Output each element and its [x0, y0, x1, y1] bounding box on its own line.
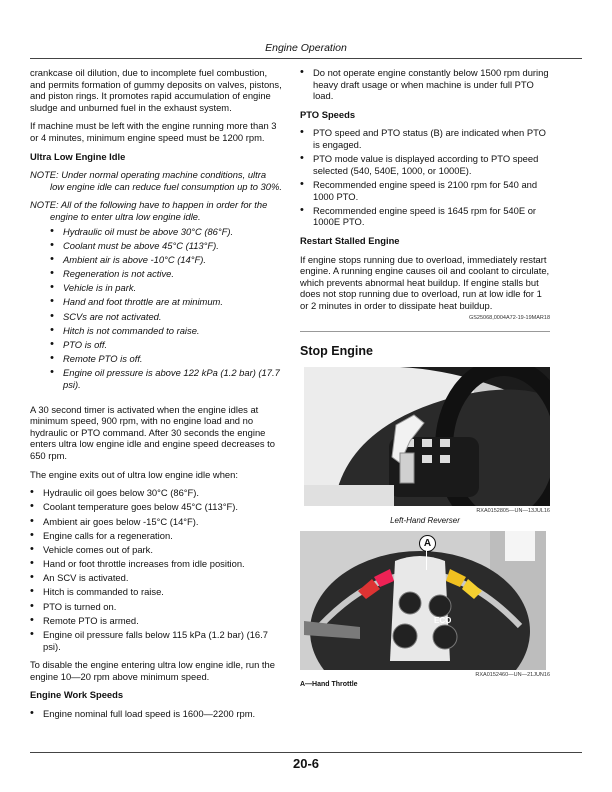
paragraph-exit: The engine exits out of ultra low engine idle when:	[30, 468, 238, 480]
list-item: • Do not operate engine constantly below 1500 rpm during heavy draft usage or when machine is under full PTO load.	[300, 67, 550, 102]
list-item: • PTO is turned on.	[30, 601, 282, 613]
list-item: • Hitch is commanded to raise.	[30, 586, 282, 598]
list-item: • Vehicle is in park.	[50, 282, 282, 294]
eco-button-label: ECO	[434, 615, 452, 625]
paragraph-minimum-speed: If machine must be left with the engine running more than 3 or 4 minutes, minimum engine speed must be 1200 rpm.	[30, 120, 277, 143]
list-item: • PTO mode value is displayed according to PTO speed selected (540, 540E, 1000, or 1000E).	[300, 153, 550, 176]
note-fuel-consumption: NOTE: Under normal operating machine conditions, ultra low engine idle can reduce fuel consumption up to 30%.	[30, 169, 282, 192]
exit-conditions-list	[30, 487, 282, 652]
figure-left-hand-reverser	[304, 367, 550, 506]
list-item: • Hitch is not commanded to raise.	[50, 325, 282, 337]
list-item: • Regeneration is not active.	[50, 268, 282, 280]
heading-ultra-low-idle: Ultra Low Engine Idle	[30, 150, 126, 162]
list-item: • Engine calls for a regeneration.	[30, 530, 282, 542]
right-column	[300, 67, 550, 690]
list-item: • Ambient air goes below -15°C (14°F).	[30, 516, 282, 528]
list-item: • Engine oil pressure falls below 115 kPa (1.2 bar) (16.7 psi).	[30, 629, 282, 652]
work-speeds-list	[30, 708, 282, 720]
draft-usage-list	[300, 67, 550, 102]
list-item: • PTO is off.	[50, 339, 282, 351]
figure1-reference: RXA0152805—UN—13JUL16	[476, 508, 550, 515]
conditions-list	[30, 226, 282, 391]
heading-work-speeds: Engine Work Speeds	[30, 689, 124, 701]
list-item: • Remote PTO is off.	[50, 353, 282, 365]
list-item: • An SCV is activated.	[30, 572, 282, 584]
figure2-caption: A—Hand Throttle	[300, 680, 358, 688]
paragraph-timer: A 30 second timer is activated when the engine idles at minimum speed, 900 rpm, with no engine load and no hydraulic or PTO command. After 30 seconds the engine enters ultra low engine idle and engine speed decreases to 650 rpm.	[30, 403, 275, 461]
callout-a-badge: A	[419, 535, 436, 552]
list-item: • Engine oil pressure is above 122 kPa (1.2 bar) (17.7 psi).	[50, 367, 282, 390]
list-item: • SCVs are not activated.	[50, 311, 282, 323]
list-item: • Remote PTO is armed.	[30, 615, 282, 627]
figure-hand-throttle	[300, 531, 546, 670]
list-item: • PTO speed and PTO status (B) are indicated when PTO is engaged.	[300, 127, 550, 150]
list-item: • Hydraulic oil goes below 30°C (86°F).	[30, 487, 282, 499]
list-item: • Hand or foot throttle increases from idle position.	[30, 558, 282, 570]
page-number: 20-6	[292, 756, 320, 771]
reverser-photo	[304, 367, 550, 506]
figure1-caption: Left-Hand Reverser	[390, 516, 460, 526]
note-conditions: NOTE: All of the following have to happen in order for the engine to enter ultra low engine idle.	[30, 199, 268, 222]
list-item: • Recommended engine speed is 2100 rpm for 540 and 1000 PTO.	[300, 179, 550, 202]
list-item: • Ambient air is above -10°C (14°F).	[50, 254, 282, 266]
reference-code: GS25068,0004A72-19-19MAR18	[468, 315, 550, 322]
section-divider	[300, 331, 550, 332]
heading-restart-stalled: Restart Stalled Engine	[300, 234, 400, 246]
left-column	[30, 67, 282, 727]
list-item: • Vehicle comes out of park.	[30, 544, 282, 556]
figure2-reference: RXA0152460—UN—21JUN16	[475, 671, 550, 678]
paragraph-disable: To disable the engine entering ultra low engine idle, run the engine 10—20 rpm above minimum speed.	[30, 659, 275, 682]
heading-stop-engine: Stop Engine	[300, 344, 373, 359]
hand-throttle-photo	[300, 531, 546, 670]
header-rule	[30, 58, 582, 59]
footer-rule	[30, 752, 582, 753]
list-item: • Hand and foot throttle are at minimum.	[50, 296, 282, 308]
list-item: • Coolant temperature goes below 45°C (113°F).	[30, 501, 282, 513]
paragraph-restart: If engine stops running due to overload, immediately restart engine. A running engine causes oil and coolant to circulate, which prevents abnormal heat buildup. If engine stalls but does not stop running due to overload, run at low idle for 1 or 2 minutes in order to dissipate heat buildup.	[300, 253, 550, 311]
list-item: • Coolant must be above 45°C (113°F).	[50, 240, 282, 252]
heading-pto-speeds: PTO Speeds	[300, 108, 356, 120]
callout-a-leader	[426, 550, 427, 570]
list-item: • Engine nominal full load speed is 1600—2200 rpm.	[30, 708, 282, 720]
paragraph-oil-dilution: crankcase oil dilution, due to incomplete fuel combustion, and permits formation of gummy deposits on valves, pistons, and piston rings. It promotes rapid accumulation of engine sludge and unburned fuel in the exhaust system.	[30, 67, 282, 113]
list-item: • Hydraulic oil must be above 30°C (86°F).	[50, 226, 282, 238]
pto-speeds-list	[300, 127, 550, 228]
page-header: Engine Operation	[265, 42, 347, 54]
list-item: • Recommended engine speed is 1645 rpm for 540E or 1000E PTO.	[300, 205, 550, 228]
